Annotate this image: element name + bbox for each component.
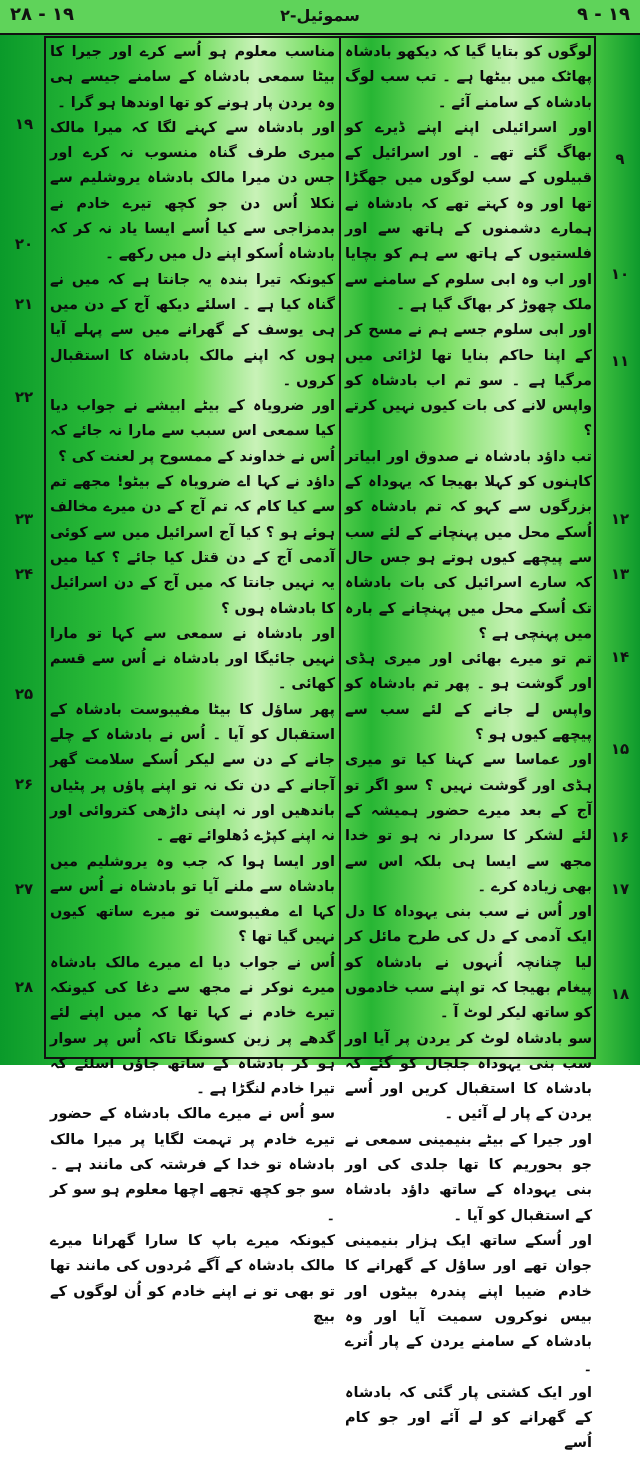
paragraph: تب داؤد بادشاہ نے صدوق اور ابیاتر کاہنوں کو کہلا بھیجا کہ یہوداہ کے بزرگوں سے کہو کہ تم بادشاہ کو اُسکے محل میں پہنچانے کے لئے سب سے پیچھے کیوں ہوتے ہو جس حال کہ سارے اسرائیل کی بات بادشاہ تک اُسکے محل میں پہنچانے کے بارہ میں پہنچی ہے ؟ [345,448,592,642]
paragraph: اور عماسا سے کہنا کیا تو میری ہڈی اور گوشت نہیں ؟ سو اگر تو آج کے بعد میرے حضور ہمیشہ کے لئے لشکر کا سردار نہ ہو تو خدا مجھ سے ایسا ہی بلکہ اس سے بھی زیادہ کرے ۔ [345,752,592,895]
paragraph: مناسب معلوم ہو اُسے کرے اور جیرا کا بیٹا سمعی بادشاہ کے سامنے جیسے ہی وہ یردن پار ہونے کو تھا اوندھا ہو گرا ۔ [50,44,335,111]
verse-number: ۱۳ [610,565,630,583]
verse-number: ۱۲ [610,510,630,528]
paragraph: اُس نے جواب دیا اے میرے مالک بادشاہ میرے نوکر نے مجھ سے دغا کی کیونکہ تیرے خادم نے کہا تھا کہ میں اپنے لئے گدھے پر زین کسونگا تاکہ اُس پر سوار ہو کر بادشاہ کے ساتھ جاؤں اسلئے کہ تیرا خادم لنگڑا ہے ۔ [50,954,335,1098]
verse-number: ۱۸ [610,985,630,1003]
paragraph: پھر ساؤل کا بیٹا مفیبوست بادشاہ کے استقبال کو آیا ۔ اُس نے بادشاہ کے چلے جانے کے دن سے لیکر اُسکے سلامت گھر آجانے کے دن تک نہ تو اپنے پاؤں پر پٹیاں باندھیں اور نہ اپنی داڑھی کتروائی اور نہ اپنے کپڑے دُھلوائے تھے ۔ [50,701,335,845]
verse-number: ۲۸ [14,978,34,996]
page-header [0,0,640,35]
book-title: ۲-سموئیل [280,6,360,25]
paragraph: کیونکہ تیرا بندہ یہ جانتا ہے کہ میں نے گناہ کیا ہے ۔ اسلئے دیکھ آج کے دن میں ہی یوسف کے گھرانے میں سے پہلے آیا ہوں کہ اپنے مالک بادشاہ کا استقبال کروں ۔ [50,271,335,389]
verse-number: ۲۲ [14,388,34,406]
column-divider [339,36,341,1059]
paragraph: اور اسرائیلی اپنے اپنے ڈیرے کو بھاگ گئے تھے ۔ اور اسرائیل کے قبیلوں کے سب لوگوں میں جھگڑا تھا اور وہ کہتے تھے کہ بادشاہ نے ہمارے دشمنوں کے ہاتھ سے اور فلستیوں کے ہاتھ سے ہم کو بچایا اور اب وہ ابی سلوم کے سامنے سے ملک چھوڑ کر بھاگ گیا ہے ۔ [345,119,592,313]
verse-number: ۱۶ [610,828,630,846]
header-left-range: ۲۸ - ۱۹ [10,4,74,25]
verse-number: ۹ [615,150,625,168]
verse-number: ۲۴ [14,565,34,583]
paragraph: اور ایک کشتی پار گئی کہ بادشاہ کے گھرانے کو لے آئے اور جو کام اُسے [345,1384,592,1452]
right-text-column [345,40,592,1452]
verse-number: ۲۷ [14,880,34,898]
verse-number: ۱۴ [610,648,630,666]
header-right-range: ۹ - ۱۹ [577,4,630,25]
verse-number: ۱۹ [14,115,34,133]
paragraph: کیونکہ میرے باپ کا سارا گھرانا میرے مالک بادشاہ کے آگے مُردوں کی مانند تھا تو بھی تو نے اپنے خادم کو اُن لوگوں کے بیچ [50,1232,335,1325]
verse-number: ۱۷ [610,880,630,898]
paragraph: اور ضرویاہ کے بیٹے ابیشے نے جواب دیا کیا سمعی اس سبب سے مارا نہ جائے کہ اُس نے خداوند کے ممسوح پر لعنت کی ؟ [50,398,335,465]
verse-number: ۱۱ [610,352,630,370]
paragraph: اور بادشاہ سے کہنے لگا کہ میرا مالک میری طرف گناہ منسوب نہ کرے اور جس دن میرا مالک بادشاہ یروشلیم سے نکلا اُس دن جو کچھ تیرے خادم نے بدمزاجی سے کیا اُسے ایسا یاد نہ کر کہ بادشاہ اُسکو اپنے دل میں رکھے ۔ [50,119,335,263]
paragraph: اور بادشاہ نے سمعی سے کہا تو مارا نہیں جائیگا اور بادشاہ نے اُس سے قسم کھائی ۔ [50,625,335,693]
paragraph: اور اُس نے سب بنی یہوداہ کا دل ایک آدمی کے دل کی طرح مائل کر لیا چنانچہ اُنہوں نے بادشاہ کو پیغام بھیجا کہ تو اپنے سب خادموں کو ساتھ لیکر لوٹ آ ۔ [345,904,592,1022]
paragraph: اور جیرا کے بیٹے بنیمینی سمعی نے جو بحوریم کا تھا جلدی کی اور بنی یہوداہ کے ساتھ داؤد بادشاہ کے استقبال کو آیا ۔ [345,1131,592,1224]
paragraph: اور ایسا ہوا کہ جب وہ یروشلیم میں بادشاہ سے ملنے آیا تو بادشاہ نے اُس سے کہا اے مفیبوست تو میرے ساتھ کیوں نہیں گیا تھا ؟ [50,853,335,946]
verse-number: ۱۰ [610,265,630,283]
paragraph: سو اُس نے میرے مالک بادشاہ کے حضور تیرے خادم پر تہمت لگایا پر میرا مالک بادشاہ تو خدا کے فرشتہ کی مانند ہے ۔ سو جو کچھ تجھے اچھا معلوم ہو سو کر ۔ [50,1106,335,1224]
verse-number: ۲۱ [14,295,34,313]
paragraph: سو بادشاہ لوٹ کر یردن پر آیا اور سب بنی یہوداہ جلجال کو گئے کہ بادشاہ کا استقبال کریں اور اُسے یردن کے پار لے آئیں ۔ [345,1030,592,1123]
verse-number: ۲۳ [14,510,34,528]
paragraph: اور اُسکے ساتھ ایک ہزار بنیمینی جوان تھے اور ساؤل کے گھرانے کا خادم ضیبا اپنے پندرہ بیٹوں اور بیس نوکروں سمیت آیا اور وہ بادشاہ کے سامنے یردن کے پار اُترے ۔ [345,1232,592,1376]
verse-number: ۲۶ [14,775,34,793]
verse-number: ۲۰ [14,235,34,253]
left-text-column [50,40,335,1325]
paragraph: اور ابی سلوم جسے ہم نے مسح کر کے اپنا حاکم بنایا تھا لڑائی میں مرگیا ہے ۔ سو تم اب بادشاہ کو واپس لانے کی بات کیوں نہیں کرتے ؟ [345,322,592,440]
verse-number: ۱۵ [610,740,630,758]
paragraph: تم تو میرے بھائی اور میری ہڈی اور گوشت ہو ۔ پھر تم بادشاہ کو واپس لے جانے کے لئے سب سے پیچھے کیوں ہو ؟ [345,651,592,744]
paragraph: لوگوں کو بتایا گیا کہ دیکھو بادشاہ پھاٹک میں بیٹھا ہے ۔ تب سب لوگ بادشاہ کے سامنے آئے ۔ [345,44,592,111]
verse-number: ۲۵ [14,685,34,703]
paragraph: داؤد نے کہا اے ضرویاہ کے بیٹو! مجھے تم سے کیا کام کہ تم آج کے دن میرے مخالف ہوئے ہو ؟ کیا آج اسرائیل میں سے کوئی آدمی آج کے دن قتل کیا جائے ؟ کیا میں یہ نہیں جانتا کہ میں آج کے دن اسرائیل کا بادشاہ ہوں ؟ [50,474,335,617]
